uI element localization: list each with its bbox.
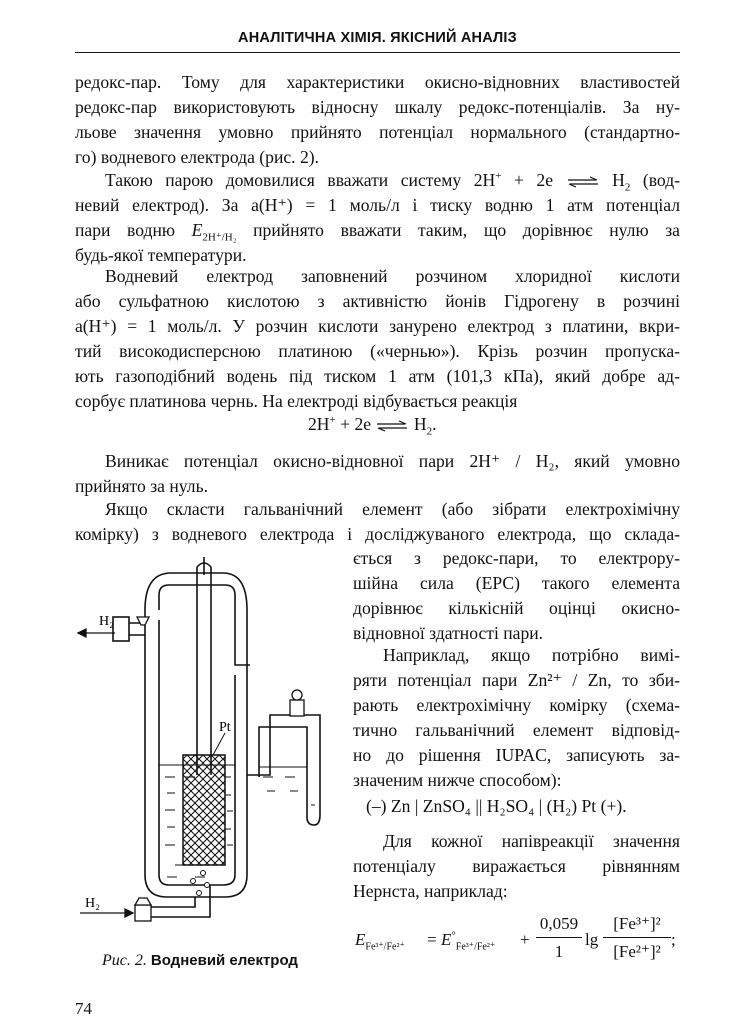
text-line: a(H⁺) = 1 моль/л. У розчин кислоти занурено електрод з платини, вкри-	[75, 316, 680, 336]
text-line: потенціалу виражається рівнянням	[353, 856, 680, 876]
figure-label-h2-bottom: H₂	[85, 896, 100, 911]
gas-bubbles	[191, 871, 210, 896]
nernst-equation: $E_{Fe^{3+}/Fe^{2+}}$ = $E^\circ_{Fe^{3+}/Fe^{2+}}$ + 0,059 1 lg [Fe³⁺]² [Fe²⁺]² ;	[355, 914, 676, 961]
text-line: Для кожної напівреакції значення	[383, 831, 680, 851]
text-line: дорівнює кількісній оцінці окисно-	[353, 598, 680, 618]
text-line: тий високодисперсною платиною («чернью»). Крізь розчин пропуска-	[75, 341, 680, 361]
text-line: ряти потенціал пари Zn²⁺ / Zn, то зби-	[353, 670, 680, 690]
text-line: пари водню $E_{2H^+/H_2}$ прийнято вважати таким, що дорівнює нулю за	[75, 220, 680, 244]
text-line: Наприклад, якщо потрібно вимі-	[383, 645, 680, 665]
stopcock-right-icon	[290, 690, 304, 716]
figure-label-h2-top: H₂	[99, 614, 114, 629]
figure-label-pt: Pt	[219, 720, 231, 735]
stopcock-bottom-icon	[135, 898, 151, 905]
inline-symbol: $E_{2H^+/H_2}$	[191, 220, 237, 244]
text-line: ється з редокс-пари, то електрору-	[353, 548, 680, 568]
paragraph-4	[75, 449, 680, 499]
text-line: Якщо скласти гальванічний елемент (або зібрати електрохімічну	[105, 499, 680, 519]
running-header: АНАЛІТИЧНА ХІМІЯ. ЯКІСНИЙ АНАЛІЗ	[238, 30, 517, 46]
electrode-tube	[197, 557, 211, 775]
inline-equation: 2H+ + 2e $H_2$	[473, 170, 631, 194]
reaction-equation: 2H+ + 2e $H_2$.	[308, 414, 437, 438]
text-line: ють газоподібний водень під тиском 1 атм (101,3 кПа), який добре ад-	[75, 366, 680, 386]
text-line	[75, 168, 680, 193]
text-line: но до рішення IUPAC, записують за-	[353, 745, 680, 765]
equilibrium-arrows-icon	[566, 176, 600, 188]
cell-scheme: (–) Zn | ZnSO₄ || H₂SO₄ | (H₂) Pt (+).	[366, 796, 627, 816]
text-fragment: (вод-	[642, 170, 681, 190]
text-line: відновної здатності пари.	[353, 623, 544, 643]
text-line: невий електрод). За a(H⁺) = 1 моль/л і тиску водню 1 атм потенціал	[75, 195, 680, 215]
paragraph-5	[75, 497, 680, 547]
text-fragment: Такою парою домовилися вважати систему	[105, 170, 462, 190]
text-line: Водневий електрод заповнений розчином хлоридної кислоти	[105, 266, 680, 286]
text-line: льове значення умовно прийнято потенціал нормального (стандартно-	[75, 122, 680, 142]
text-line: редокс-пар. Тому для характеристики окисно-відновних властивостей	[75, 72, 680, 92]
paragraph-5-continued	[353, 546, 680, 646]
text-line: прийнято за нуль.	[75, 476, 209, 496]
equilibrium-arrows-icon	[375, 420, 409, 432]
platinum-plate	[183, 755, 225, 865]
text-line: значеним нижче способом):	[353, 770, 562, 790]
paragraph-7	[353, 829, 680, 904]
text-line: сорбує платинова чернь. На електроді відбувається реакція	[75, 391, 518, 411]
paragraph-6	[353, 643, 680, 793]
text-line: тично гальванічний елемент відповід-	[353, 720, 680, 740]
paragraph-3	[75, 264, 680, 414]
page-number: 74	[75, 999, 92, 1018]
paragraph-2	[75, 168, 680, 268]
paragraph-1	[75, 70, 680, 170]
text-line: рають електрохімічну комірку (схема-	[353, 695, 680, 715]
caption-prefix: Рис. 2.	[102, 952, 147, 969]
figure-caption	[102, 952, 298, 970]
hydrogen-electrode-figure	[75, 555, 350, 940]
text-line: редокс-пар використовують відносну шкалу редокс-потенціалів. За ну-	[75, 97, 680, 117]
text-line: Нернста, наприклад:	[353, 881, 508, 901]
text-line: Виникає потенціал окисно-відновної пари 2H⁺ / H₂, який умовно	[105, 451, 680, 471]
text-line: комірку) з водневого електрода і досліджуваного електрода, що склада-	[75, 524, 680, 544]
text-line: або сульфатною кислотою з активністю йонів Гідрогену в розчині	[75, 291, 680, 311]
vessel	[140, 573, 320, 917]
text-line: шійна сила (ЕРС) такого елемента	[353, 573, 680, 593]
caption-title: Водневий електрод	[150, 952, 298, 969]
arrow-left-icon	[78, 629, 115, 637]
text-line: го) водневого електрода (рис. 2).	[75, 147, 320, 167]
header-rule	[75, 52, 680, 53]
text-line: будь-якої температури.	[75, 245, 247, 265]
